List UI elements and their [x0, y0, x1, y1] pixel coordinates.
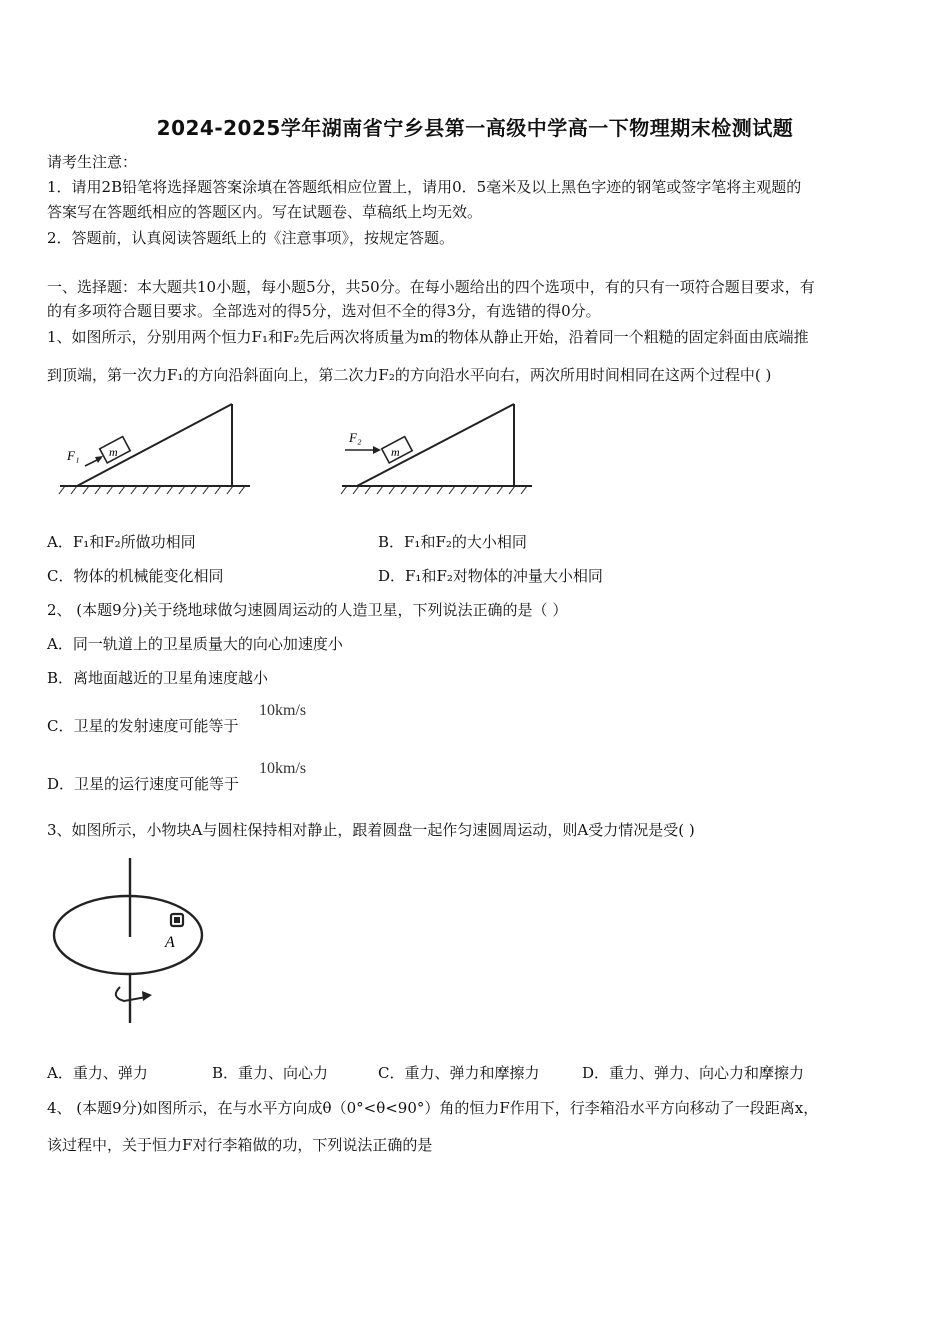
q3-option-b: B．重力、向心力 [212, 1064, 329, 1082]
q1-option-a: A．F₁和F₂所做功相同 [47, 533, 196, 551]
q1-fig1-block-label: m [109, 445, 118, 459]
section-intro-line-2: 的有多项符合题目要求。全部选对的得5分，选对但不全的得3分，有选错的得0分。 [47, 302, 601, 320]
q1-stem-line-2: 到顶端，第一次力F₁的方向沿斜面向上，第二次力F₂的方向沿水平向右，两次所用时间相同在这两个过程中( ) [47, 366, 772, 384]
q2-stem: 2、 (本题9分)关于绕地球做匀速圆周运动的人造卫星，下列说法正确的是（ ） [47, 601, 568, 619]
q3-fig-block-label: A [165, 934, 175, 951]
q1-option-d: D．F₁和F₂对物体的冲量大小相同 [378, 567, 603, 585]
q1-option-c: C．物体的机械能变化相同 [47, 567, 224, 585]
q2-option-d: D．卫星的运行速度可能等于 [47, 775, 240, 793]
q3-figure-rotating-disk [50, 855, 210, 1027]
q2-option-c: C．卫星的发射速度可能等于 [47, 717, 239, 735]
q4-stem-line-2: 该过程中，关于恒力F对行李箱做的功，下列说法正确的是 [47, 1136, 433, 1154]
q1-figure-incline-1 [55, 398, 255, 498]
q1-fig2-force-label: F₂ [349, 430, 362, 445]
q1-fig2-block-label: m [391, 445, 400, 459]
q3-option-d: D．重力、弹力、向心力和摩擦力 [582, 1064, 805, 1082]
notice-item-1-line-2: 答案写在答题纸相应的答题区内。写在试题卷、草稿纸上均无效。 [47, 203, 483, 221]
q3-option-a: A．重力、弹力 [47, 1064, 148, 1082]
notice-item-2: 2．答题前，认真阅读答题纸上的《注意事项》，按规定答题。 [47, 229, 455, 247]
q1-stem-line-1: 1、如图所示，分别用两个恒力F₁和F₂先后两次将质量为m的物体从静止开始，沿着同一个粗糙的固定斜面由底端推 [47, 328, 809, 346]
q3-option-c: C．重力、弹力和摩擦力 [378, 1064, 540, 1082]
q2-option-b: B．离地面越近的卫星角速度越小 [47, 669, 269, 687]
q1-fig1-force-label: F₁ [67, 448, 80, 463]
q1-figure-incline-2 [337, 398, 537, 498]
page-title: 2024-2025学年湖南省宁乡县第一高级中学高一下物理期末检测试题 [156, 116, 794, 140]
q4-stem-line-1: 4、 (本题9分)如图所示，在与水平方向成θ（0°<θ<90°）角的恒力F作用下，行李箱沿水平方向移动了一段距离x， [47, 1099, 819, 1117]
notice-heading: 请考生注意： [47, 153, 138, 171]
q2-option-a: A．同一轨道上的卫星质量大的向心加速度小 [47, 635, 343, 653]
q3-stem: 3、如图所示，小物块A与圆柱保持相对静止，跟着圆盘一起作匀速圆周运动，则A受力情况是受( ) [47, 821, 695, 839]
q2-option-c-value: 10km/s [259, 702, 307, 719]
notice-item-1-line-1: 1．请用2B铅笔将选择题答案涂填在答题纸相应位置上，请用0．5毫米及以上黑色字迹的钢笔或签字笔将主观题的 [47, 178, 802, 196]
q1-option-b: B．F₁和F₂的大小相同 [378, 533, 527, 551]
section-intro-line-1: 一、选择题：本大题共10小题，每小题5分，共50分。在每小题给出的四个选项中，有的只有一项符合题目要求，有 [47, 278, 815, 296]
q2-option-d-value: 10km/s [259, 760, 307, 777]
